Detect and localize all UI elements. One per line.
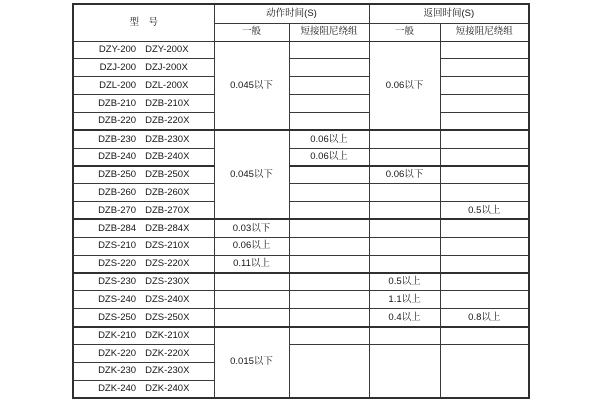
act-general-cell: 0.06以上 bbox=[214, 237, 289, 255]
act-damping-cell bbox=[289, 237, 369, 255]
act-damping-cell bbox=[289, 95, 369, 113]
model-pair bbox=[74, 99, 214, 109]
table-header bbox=[73, 4, 529, 41]
return-damping-header: 短接阻尼绕组 bbox=[440, 23, 529, 41]
model-text: DZK-230X bbox=[145, 365, 190, 377]
model-text: DZB-220 bbox=[98, 115, 137, 127]
model-pair bbox=[74, 366, 214, 376]
table-row bbox=[73, 255, 529, 273]
act-general-cell: 0.045以下 bbox=[214, 41, 289, 130]
model-pair bbox=[74, 224, 214, 234]
model-text: DZB-284X bbox=[145, 222, 190, 234]
table-row bbox=[73, 130, 529, 148]
model-text: DZB-260 bbox=[98, 186, 137, 198]
model-text: DZS-230X bbox=[145, 276, 190, 288]
model-text: DZK-240X bbox=[145, 382, 190, 394]
model-text: DZS-240X bbox=[145, 293, 190, 305]
act-damping-cell bbox=[289, 291, 369, 309]
ret-general-cell: 1.1以上 bbox=[369, 291, 440, 309]
model-text: DZJ-200 bbox=[99, 62, 137, 74]
table-row bbox=[73, 273, 529, 291]
act-damping-cell bbox=[289, 327, 369, 345]
model-text: DZY-200 bbox=[98, 44, 137, 56]
model-text: DZS-250X bbox=[145, 311, 190, 323]
ret-general-cell: 0.5以上 bbox=[369, 273, 440, 291]
table-row bbox=[73, 237, 529, 255]
act-damping-cell bbox=[289, 166, 369, 184]
ret-damping-cell bbox=[440, 237, 529, 255]
model-cell bbox=[73, 112, 214, 130]
return-time-group-header: 返回时间(S) bbox=[369, 4, 529, 23]
table-row bbox=[73, 166, 529, 184]
spec-table bbox=[72, 3, 530, 399]
model-text: DZS-210X bbox=[145, 240, 190, 252]
model-text: DZS-220X bbox=[145, 258, 190, 270]
act-damping-cell bbox=[289, 184, 369, 202]
table-row bbox=[73, 148, 529, 166]
model-pair bbox=[74, 206, 214, 216]
model-pair bbox=[74, 331, 214, 341]
act-general-cell: 0.11以上 bbox=[214, 255, 289, 273]
model-cell bbox=[73, 59, 214, 77]
ret-damping-cell bbox=[440, 112, 529, 130]
ret-damping-cell bbox=[440, 184, 529, 202]
model-text: DZB-284 bbox=[98, 222, 137, 234]
model-text: DZB-240X bbox=[145, 150, 190, 162]
model-text: DZS-230 bbox=[98, 276, 137, 288]
model-cell bbox=[73, 273, 214, 291]
ret-damping-cell bbox=[440, 255, 529, 273]
model-pair bbox=[74, 116, 214, 126]
model-text: DZL-200 bbox=[99, 79, 137, 91]
model-pair bbox=[74, 188, 214, 198]
model-pair bbox=[74, 135, 214, 145]
ret-damping-cell bbox=[440, 77, 529, 95]
model-cell bbox=[73, 202, 214, 220]
model-cell bbox=[73, 291, 214, 309]
model-pair bbox=[74, 259, 214, 269]
table-row bbox=[73, 344, 529, 362]
model-cell bbox=[73, 255, 214, 273]
model-text: DZB-210 bbox=[98, 97, 137, 109]
model-text: DZB-250 bbox=[98, 169, 137, 181]
ret-damping-cell bbox=[440, 130, 529, 148]
ret-damping-cell bbox=[440, 219, 529, 237]
act-damping-cell bbox=[289, 344, 369, 398]
model-cell bbox=[73, 380, 214, 398]
model-pair bbox=[74, 277, 214, 287]
ret-general-cell bbox=[369, 148, 440, 166]
table-row bbox=[73, 219, 529, 237]
model-text: DZB-260X bbox=[145, 186, 190, 198]
model-text: DZB-240 bbox=[98, 150, 137, 162]
model-text: DZS-220 bbox=[98, 258, 137, 270]
ret-general-cell bbox=[369, 327, 440, 345]
model-cell bbox=[73, 148, 214, 166]
ret-general-cell: 0.4以上 bbox=[369, 309, 440, 327]
table-row bbox=[73, 59, 529, 77]
model-pair bbox=[74, 349, 214, 359]
act-damping-cell bbox=[289, 309, 369, 327]
model-pair bbox=[74, 63, 214, 73]
model-cell bbox=[73, 166, 214, 184]
act-damping-cell bbox=[289, 59, 369, 77]
ret-damping-cell bbox=[440, 327, 529, 345]
model-text: DZK-220X bbox=[145, 347, 190, 359]
action-general-header: 一般 bbox=[214, 23, 289, 41]
ret-general-cell: 0.06以下 bbox=[369, 166, 440, 184]
model-pair bbox=[74, 170, 214, 180]
ret-general-cell bbox=[369, 202, 440, 220]
model-column-header: 型 号 bbox=[73, 4, 214, 41]
ret-damping-cell bbox=[440, 273, 529, 291]
model-text: DZK-210 bbox=[98, 329, 137, 341]
model-text: DZB-270X bbox=[145, 204, 190, 216]
ret-damping-cell bbox=[440, 148, 529, 166]
act-general-cell: 0.045以下 bbox=[214, 130, 289, 219]
table-row bbox=[73, 202, 529, 220]
ret-general-cell bbox=[369, 184, 440, 202]
act-general-cell bbox=[214, 273, 289, 291]
model-text: DZS-210 bbox=[98, 240, 137, 252]
act-damping-cell bbox=[289, 41, 369, 59]
model-pair bbox=[74, 295, 214, 305]
ret-general-cell bbox=[369, 130, 440, 148]
header-row-groups bbox=[73, 4, 529, 23]
table-row bbox=[73, 77, 529, 95]
model-text: DZB-210X bbox=[145, 97, 190, 109]
model-text: DZJ-200X bbox=[145, 62, 188, 74]
action-damping-header: 短接阻尼绕组 bbox=[289, 23, 369, 41]
act-general-cell: 0.03以下 bbox=[214, 219, 289, 237]
model-text: DZB-230X bbox=[145, 133, 190, 145]
ret-general-cell bbox=[369, 237, 440, 255]
table-body bbox=[73, 41, 529, 398]
act-damping-cell bbox=[289, 219, 369, 237]
act-general-cell bbox=[214, 309, 289, 327]
model-pair bbox=[74, 81, 214, 91]
model-pair bbox=[74, 152, 214, 162]
ret-damping-cell bbox=[440, 59, 529, 77]
ret-damping-cell: 0.5以上 bbox=[440, 202, 529, 220]
ret-damping-cell: 0.8以上 bbox=[440, 309, 529, 327]
model-text: DZS-240 bbox=[98, 293, 137, 305]
model-text: DZB-250X bbox=[145, 169, 190, 181]
model-text: DZB-220X bbox=[145, 115, 190, 127]
act-general-cell bbox=[214, 291, 289, 309]
model-text: DZK-220 bbox=[98, 347, 137, 359]
return-general-header: 一般 bbox=[369, 23, 440, 41]
ret-damping-cell bbox=[440, 291, 529, 309]
ret-general-cell bbox=[369, 219, 440, 237]
model-text: DZK-240 bbox=[98, 382, 137, 394]
model-pair bbox=[74, 384, 214, 394]
ret-general-cell bbox=[369, 344, 440, 398]
model-cell bbox=[73, 95, 214, 113]
ret-general-cell bbox=[369, 255, 440, 273]
ret-damping-cell bbox=[440, 95, 529, 113]
table-row bbox=[73, 327, 529, 345]
ret-damping-cell bbox=[440, 166, 529, 184]
model-pair bbox=[74, 241, 214, 251]
act-damping-cell bbox=[289, 112, 369, 130]
model-cell bbox=[73, 309, 214, 327]
model-text: DZS-250 bbox=[98, 311, 137, 323]
model-pair bbox=[74, 45, 214, 55]
model-text: DZL-200X bbox=[145, 79, 189, 91]
act-damping-cell: 0.06以上 bbox=[289, 130, 369, 148]
model-cell bbox=[73, 184, 214, 202]
table-row bbox=[73, 309, 529, 327]
table-row bbox=[73, 184, 529, 202]
model-text: DZB-230 bbox=[98, 133, 137, 145]
model-text: DZK-230 bbox=[98, 365, 137, 377]
model-text: DZB-270 bbox=[98, 204, 137, 216]
model-cell bbox=[73, 77, 214, 95]
model-cell bbox=[73, 130, 214, 148]
table-row bbox=[73, 112, 529, 130]
model-text: DZK-210X bbox=[145, 329, 190, 341]
model-cell bbox=[73, 362, 214, 380]
model-cell bbox=[73, 41, 214, 59]
model-text: DZY-200X bbox=[145, 44, 189, 56]
act-damping-cell bbox=[289, 77, 369, 95]
table-row bbox=[73, 291, 529, 309]
ret-damping-cell bbox=[440, 41, 529, 59]
model-pair bbox=[74, 313, 214, 323]
act-damping-cell bbox=[289, 202, 369, 220]
table-row bbox=[73, 41, 529, 59]
ret-damping-cell bbox=[440, 344, 529, 398]
model-cell bbox=[73, 344, 214, 362]
act-damping-cell bbox=[289, 273, 369, 291]
model-cell bbox=[73, 219, 214, 237]
act-damping-cell: 0.06以上 bbox=[289, 148, 369, 166]
table-row bbox=[73, 95, 529, 113]
ret-general-cell: 0.06以下 bbox=[369, 41, 440, 130]
act-damping-cell bbox=[289, 255, 369, 273]
model-cell bbox=[73, 237, 214, 255]
model-cell bbox=[73, 327, 214, 345]
act-general-cell: 0.015以下 bbox=[214, 327, 289, 398]
action-time-group-header: 动作时间(S) bbox=[214, 4, 369, 23]
